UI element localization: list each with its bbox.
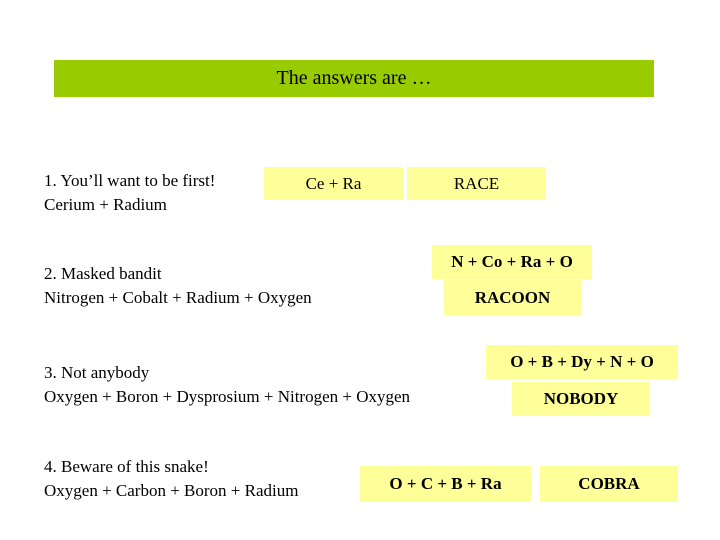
clue-text: 4. Beware of this snake!	[44, 457, 209, 476]
clue-text: 2. Masked bandit	[44, 264, 162, 283]
answer-text: RACOON	[474, 288, 551, 307]
clue-text: 3. Not anybody	[44, 363, 150, 382]
clue-block-1	[44, 169, 215, 217]
answer-box-2	[444, 280, 581, 316]
answer-box-3	[512, 382, 650, 416]
formula-box-2	[432, 245, 592, 279]
formula-text: O + B + Dy + N + O	[510, 352, 654, 371]
formula-box-4	[360, 466, 531, 502]
page-title: The answers are …	[276, 67, 432, 89]
clue-text: 1. You’ll want to be first!	[44, 171, 216, 190]
element-names: Oxygen + Boron + Dysprosium + Nitrogen + Oxygen	[44, 387, 411, 406]
clue-block-3	[44, 361, 410, 409]
answer-text: NOBODY	[543, 389, 619, 408]
clue-block-2	[44, 262, 312, 310]
formula-text: N + Co + Ra + O	[451, 252, 573, 271]
title-banner	[54, 60, 654, 97]
answer-box-4	[540, 466, 678, 502]
formula-box-3	[486, 345, 678, 379]
formula-box-1	[264, 167, 403, 200]
answer-box-1	[407, 167, 546, 200]
element-names: Oxygen + Carbon + Boron + Radium	[44, 481, 299, 500]
element-names: Cerium + Radium	[44, 195, 167, 214]
formula-text: Ce + Ra	[305, 173, 362, 193]
element-names: Nitrogen + Cobalt + Radium + Oxygen	[44, 288, 312, 307]
formula-text: O + C + B + Ra	[389, 474, 502, 493]
answer-text: RACE	[453, 173, 500, 193]
clue-block-4	[44, 455, 298, 503]
answer-text: COBRA	[578, 474, 640, 493]
